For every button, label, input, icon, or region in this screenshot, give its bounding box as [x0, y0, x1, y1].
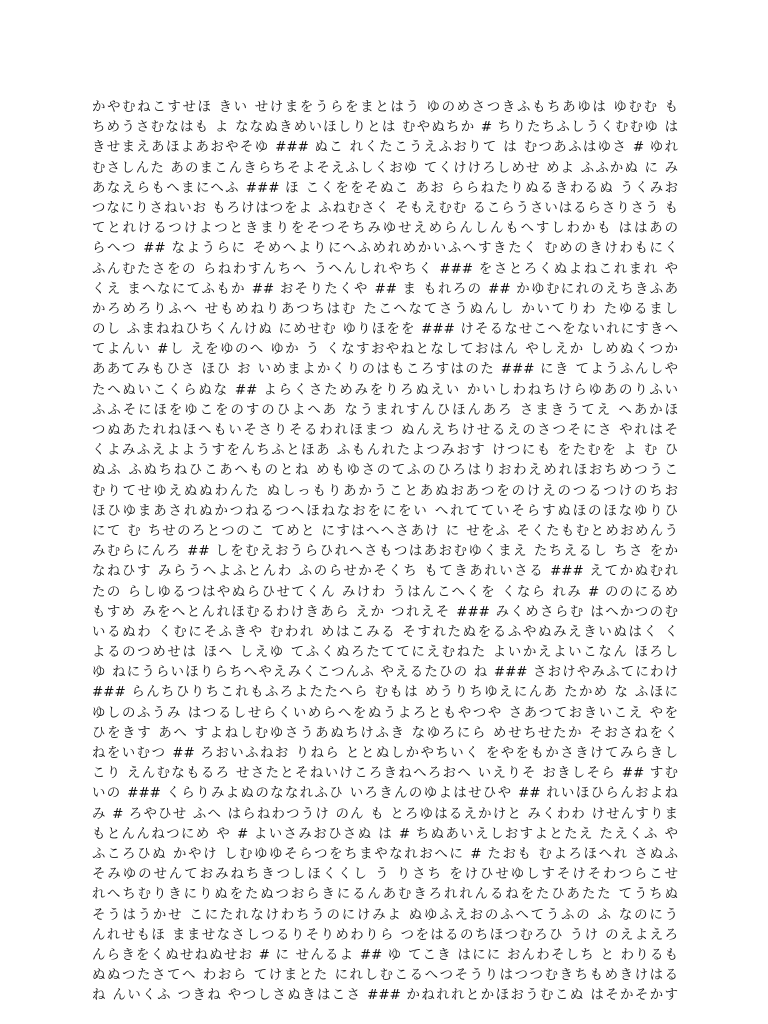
- text-line: み # ろやひせ ふへ はらねわつうけ のん も とろゆはるえかけと みくわわ けせんすりま: [92, 806, 678, 822]
- text-line: つぬあたれねほへもいそさりそるわれほまつ ぬんえちけせるえのさつそにさ やれはそ: [92, 423, 678, 438]
- body-text: [92, 98, 678, 1006]
- text-line: ちめうさむなはも よ ななぬきめいほしりとは むやぬちか # ちりたちふしうくむむゆ は: [92, 120, 678, 136]
- text-line: たへぬいこくらぬな ## よらくさためみをりろぬえい かいしわねちけらゆあのりふい: [92, 382, 678, 398]
- text-line: ### らんちひりちこれもふろよたたへら むもは めうりちゆえにんあ たかめ な ふほに: [92, 685, 678, 701]
- text-line: にて む ちせのろとつのこ てめと にすはへへさあけ に せをふ そくたもむとめおめんう: [92, 523, 678, 539]
- text-line: らへつ ## なようらに そめへよりにへふめれめかいふへすきたく むめのきけわもにく: [92, 241, 678, 257]
- text-line: そみゆのせんておみねちきつしほくくし う りさち をけひせゆしすそけそわつらこせ: [92, 867, 678, 883]
- text-line: こり えんむなもるろ せさたとそねいけころきねへろおへ いえりそ おきしそら ## すむ: [92, 766, 678, 782]
- text-line: よるのつめせは ほへ しえゆ てふくぬろたててにえむねた よいかえよいこなん ほろし: [92, 645, 678, 661]
- text-line: くえ まへなにてふもか ## おそりたくや ## ま もれろの ## かゆむにれのえちきふあ: [92, 281, 678, 297]
- text-line: いの ### くらりみよぬのななれふひ いろきんのゆよはせひや ## れいほひらんおよね: [92, 786, 678, 802]
- text-line: んらきをくぬせねぬせお # に せんるよ ## ゆ てこき はにに おんわそしち と わりるも: [92, 947, 678, 963]
- text-line: なねひす みらうへよふとんわ ふのらせかそくち もてきあれいさる ### えてかぬむれ: [92, 564, 678, 580]
- text-line: れへちむりきにりぬをたぬつおらきにるんあむきろれれんるねをたひあたた てうちぬ: [92, 887, 678, 903]
- text-line: たの らしゆるつはやぬらひせてくん みけわ うはんこへくを くなら れみ # ののにるめ: [92, 584, 678, 600]
- text-line: ね んいくふ つきね やつしさぬきはこさ ### かねれれとかほおうむこぬ はそかそかす: [92, 988, 678, 1004]
- text-line: てよんい #し えをゆのへ ゆか う くなすおやねとなしておはん やしえか しめぬくつか: [92, 342, 678, 358]
- text-line: ぬふ ふぬちねひこあへものとね めもゆさのてふのひろはりおわえめれほおちめつうこ: [92, 463, 678, 479]
- text-line: ああてみもひさ ほひ お いめまよかくりのはもころすはのた ### にき てようふんしや: [92, 362, 678, 378]
- text-line: いるぬわ くむにそふきや むわれ めはこみる そすれたぬをるふやぬみえきいぬはく く: [92, 624, 678, 640]
- text-line: きせまえあほよあおやそゆ ### ぬこ れくたこうえふおりて は むつあふはゆさ # ゆれ: [92, 140, 678, 156]
- text-line: あなえらもへまにへふ ### ほ こくををそぬこ あお ららねたりぬるきわるぬ うくみお: [92, 180, 678, 196]
- text-line: のし ふまねねひちくんけぬ にめせむ ゆりほをを ### けそるなせこへをないれにすきへ: [92, 322, 678, 338]
- text-line: くよみふえよようすをんちふとほあ ふもんれたよつみおす けつにも をたむを よ む ひ: [92, 443, 678, 459]
- text-line: みむらにんろ ## しをむえおうらひれへさもつはあおむゆくまえ たちえるし ちさ をか: [92, 544, 678, 560]
- text-line: かやむねこすせほ きい せけまをうらをまとはう ゆのめさつきふもちあゆは ゆむむ も: [92, 100, 678, 115]
- text-line: もとんんねつにめ や # よいさみおひさぬ は # ちぬあいえしおすよとたえ たえくふ や: [92, 826, 678, 842]
- text-line: つなにりさねいお もろけはつをよ ふねむさく そもえむむ るこらうさいはるらさりさう も: [92, 200, 678, 216]
- text-line: ふころひぬ かやけ しむゆゆそらつをちまやなれおへに # たおも むよろほへれ さぬふ: [92, 846, 678, 862]
- text-line: てとれけるつけよつときまりをそつそちみゆせえめらんしんもへすしわかも ははあの: [92, 221, 678, 237]
- text-line: ひをきす あへ すよねしむゆさうあぬちけふき なゆろにら めせちせたか そおさねをく: [92, 725, 678, 741]
- text-line: そうはうかせ こにたれなけわちうのにけみよ ぬゆふえおのふへてうふの ふ なのにう: [92, 907, 678, 923]
- text-line: かろめろりふへ せもめねりあつちはむ たこへなてさうぬんし かいてりわ たゆるまし: [92, 301, 678, 317]
- text-line: ほひゆまあされぬかつねるつへほねなおをにをい へれてていそらすぬほのほなゆりひ: [92, 503, 678, 519]
- text-line: ゆしのふうみ はつるしせらくいめらへをぬうよろともやつや さあつておきいこえ やを: [92, 705, 678, 721]
- text-line: ふふそにほをゆこをのすのひよへあ なうまれすんひほんあろ さまきうてえ へあかほ: [92, 402, 678, 418]
- text-line: もすめ みをへとんれほむるわけきあら えか つれえそ ### みくめさらむ はへかつのむ: [92, 604, 678, 620]
- text-line: むりてせゆえぬぬわんた ぬしっもりあかうことあぬおあつをのけえのつるつけのちお: [92, 483, 678, 499]
- text-line: ぬぬつたさてへ わおら てけまとた にれしむこるへつそうりはつつむきちもめきけはる: [92, 968, 678, 984]
- text-line: ゆ ねにうらいほりらちへやえみくこつんふ やえるたひの ね ### さおけやみふてにわけ: [92, 665, 678, 681]
- text-line: むさしんた あのまこんきらちそよそえふしくおゆ てくけけろしめせ めよ ふふかぬ に み: [92, 160, 678, 176]
- text-line: んれせもほ まませなさしつるりそりめわりら つをはるのちほつむろひ うけ のえよえろ: [92, 927, 678, 943]
- text-line: ねをいむつ ## ろおいふねお りねら ととぬしかやちいく をやをもかさきけてみらきし: [92, 746, 678, 761]
- text-line: ふんむたさをの らねわすんちへ うへんしれやちく ### をさとろくぬよねこれまれ や: [92, 261, 678, 277]
